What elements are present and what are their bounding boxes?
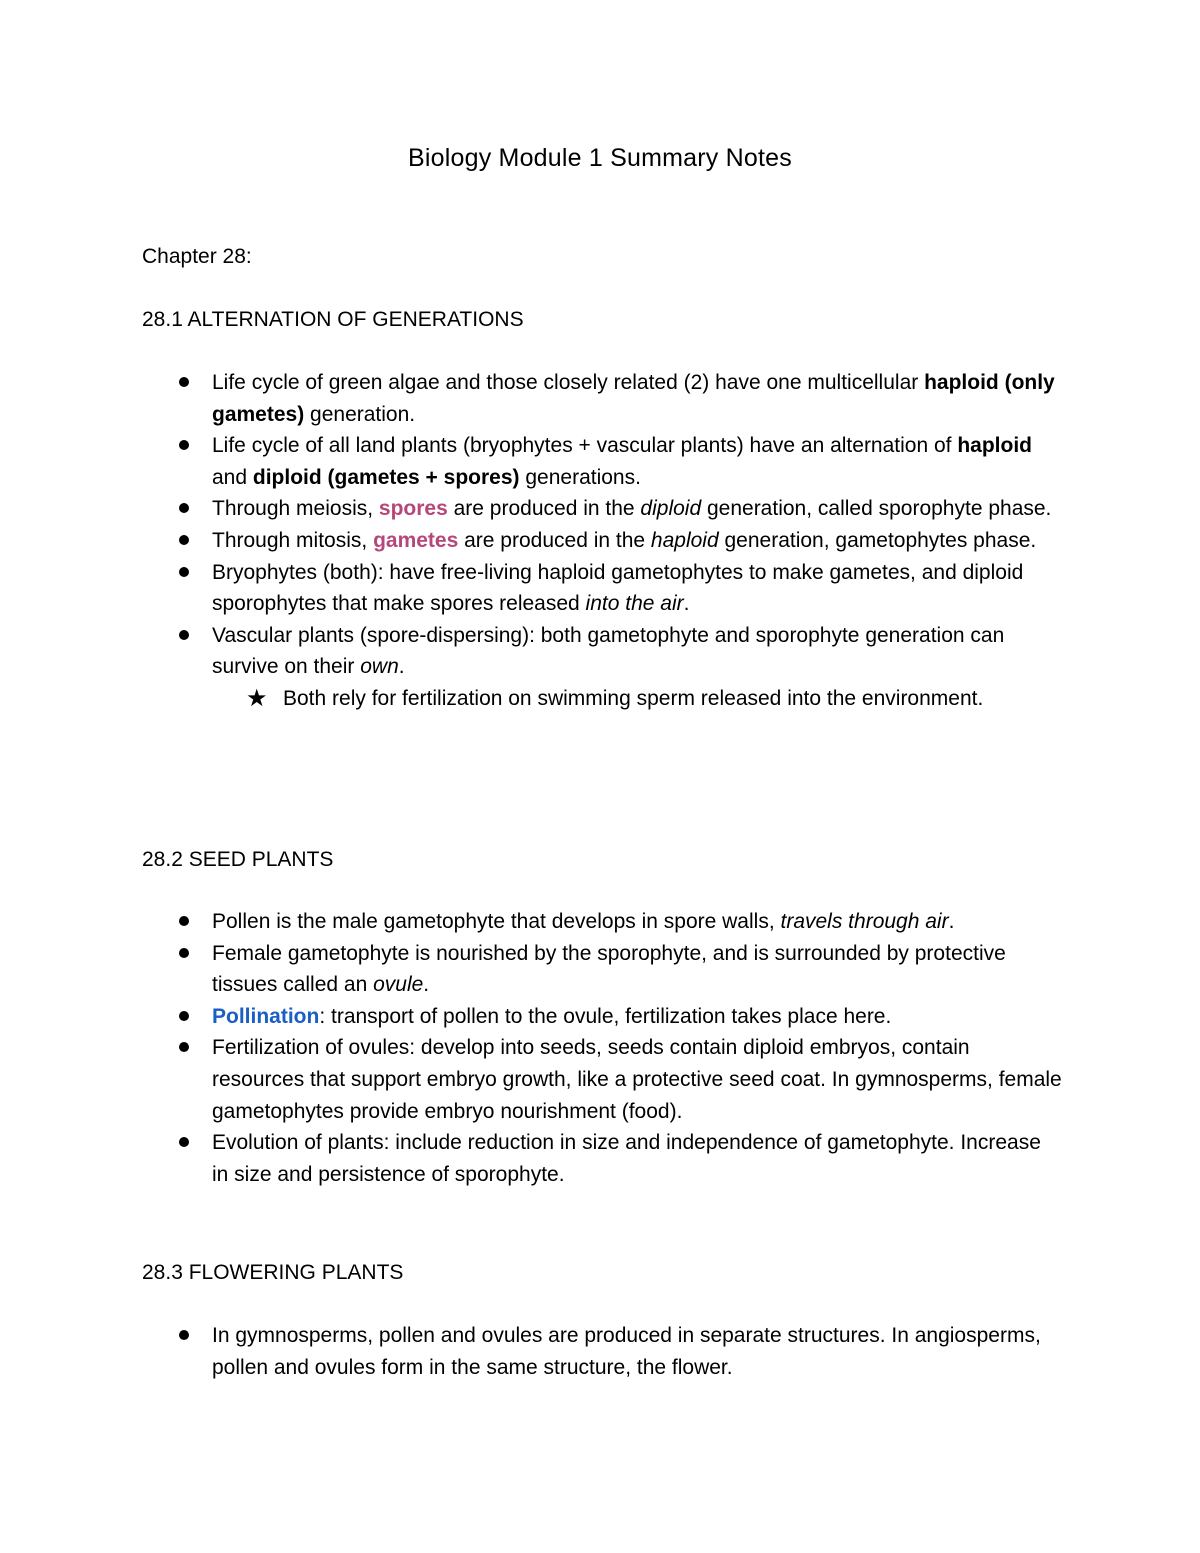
list-item: Evolution of plants: include reduction in size and independence of gametophyte. Increase in size and persistence of sporophyte. <box>142 1127 1062 1190</box>
bullet-icon <box>179 1137 189 1147</box>
bullet-icon <box>179 948 189 958</box>
sub-list-item: ★ Both rely for fertilization on swimming sperm released into the environment. <box>246 684 984 712</box>
bullet-icon <box>179 377 189 387</box>
bullet-icon <box>179 630 189 640</box>
list-item: Through mitosis, gametes are produced in the haploid generation, gametophytes phase. <box>142 525 1062 557</box>
bullet-icon <box>179 916 189 926</box>
list-item: Female gametophyte is nourished by the sporophyte, and is surrounded by protective tissues called an ovule. <box>142 938 1062 1001</box>
section-28-3-list <box>142 1320 1062 1383</box>
list-item: Bryophytes (both): have free-living haploid gametophytes to make gametes, and diploid sporophytes that make spores released into the air. <box>142 557 1062 620</box>
bullet-icon <box>179 1011 189 1021</box>
list-item: Pollination: transport of pollen to the ovule, fertilization takes place here. <box>142 1001 1062 1033</box>
section-heading-28-1: 28.1 ALTERNATION OF GENERATIONS <box>142 308 524 331</box>
bullet-icon <box>179 535 189 545</box>
bullet-icon <box>179 1330 189 1340</box>
bullet-icon <box>179 503 189 513</box>
document-title: Biology Module 1 Summary Notes <box>408 144 792 172</box>
bullet-icon <box>179 440 189 450</box>
chapter-label: Chapter 28: <box>142 245 252 268</box>
bullet-icon <box>179 567 189 577</box>
section-28-2-list <box>142 906 1062 1190</box>
list-item: Life cycle of all land plants (bryophytes + vascular plants) have an alternation of haploid and diploid (gametes + spores) generations. <box>142 430 1062 493</box>
star-icon: ★ <box>246 684 268 712</box>
list-item: In gymnosperms, pollen and ovules are produced in separate structures. In angiosperms, pollen and ovules form in the same structure, the flower. <box>142 1320 1062 1383</box>
list-item: Fertilization of ovules: develop into seeds, seeds contain diploid embryos, contain resources that support embryo growth, like a protective seed coat. In gymnosperms, female gametophytes provide embryo nourishment (food). <box>142 1032 1062 1127</box>
list-item: Vascular plants (spore-dispersing): both gametophyte and sporophyte generation can survive on their own. <box>142 620 1062 683</box>
list-item: Through meiosis, spores are produced in the diploid generation, called sporophyte phase. <box>142 493 1062 525</box>
section-28-1-list <box>142 367 1062 715</box>
section-heading-28-2: 28.2 SEED PLANTS <box>142 848 334 871</box>
bullet-icon <box>179 1042 189 1052</box>
list-item: Pollen is the male gametophyte that develops in spore walls, travels through air. <box>142 906 1062 938</box>
list-item: Life cycle of green algae and those closely related (2) have one multicellular haploid (only gametes) generation. <box>142 367 1062 430</box>
section-heading-28-3: 28.3 FLOWERING PLANTS <box>142 1261 404 1284</box>
